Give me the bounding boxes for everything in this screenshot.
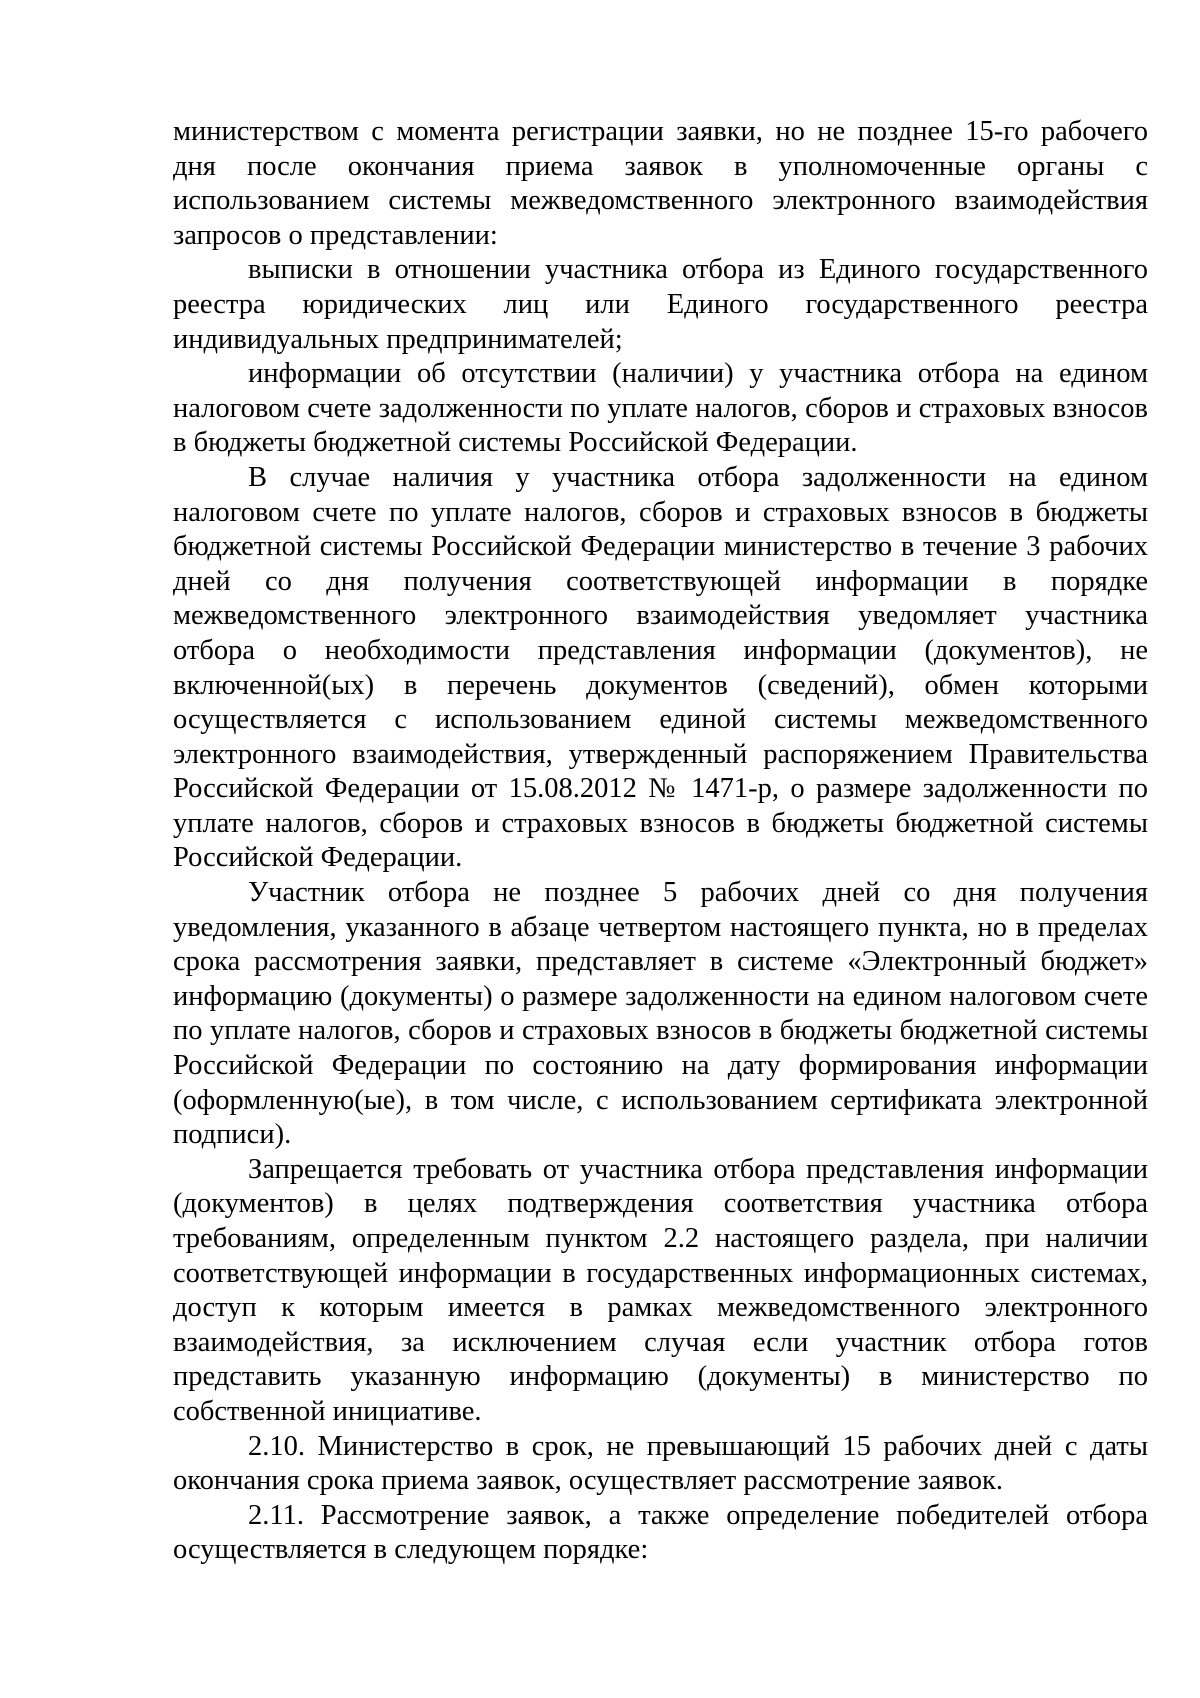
paragraph-clause-2-10: 2.10. Министерство в срок, не превышающий 15 рабочих дней с даты окончания срока приема заявок, осуществляет рассмотрение заявок. [173,1430,1148,1497]
paragraph-tax-debt-info: информации об отсутствии (наличии) у участника отбора на едином налоговом счете задолженности по уплате налогов, сборов и страховых взносов в бюджеты бюджетной системы Российской Федерации. [173,358,1148,459]
paragraph-participant-response: Участник отбора не позднее 5 рабочих дней со дня получения уведомления, указанного в абзаце четвертом настоящего пункта, но в пределах срока рассмотрения заявки, представляет в системе «Электронный бюджет» информацию (документы) о размере задолженности на едином налоговом счете по уплате налогов, сборов и страховых взносов в бюджеты бюджетной системы Российской Федерации по состоянию на дату формирования информации (оформленную(ые), в том числе, с использованием сертификата электронной подписи). [173,877,1148,1151]
paragraph-continuation: министерством с момента регистрации заявки, но не позднее 15-го рабочего дня после окончания приема заявок в уполномоченные органы с использованием системы межведомственного электронного взаимодействия запросов о представлении: [173,116,1148,251]
paragraph-prohibition: Запрещается требовать от участника отбора представления информации (документов) в целях подтверждения соответствия участника отбора требованиям, определенным пунктом 2.2 настоящего раздела, при наличии соответствующей информации в государственных информационных системах, доступ к которым имеется в рамках межведомственного электронного взаимодействия, за исключением случая если участник отбора готов представить указанную информацию (документы) в министерство по собственной инициативе. [173,1153,1148,1427]
paragraph-debt-notification: В случае наличия у участника отбора задолженности на едином налоговом счете по уплате налогов, сборов и страховых взносов в бюджеты бюджетной системы Российской Федерации министерство в течение 3 рабочих дней со дня получения соответствующей информации в порядке межведомственного электронного взаимодействия уведомляет участника отбора о необходимости представления информации (документов), не включенной(ых) в перечень документов (сведений), обмен которыми осуществляется с использованием единой системы межведомственного электронного взаимодействия, утвержденный распоряжением Правительства Российской Федерации от 15.08.2012 № 1471-р, о размере задолженности по уплате налогов, сборов и страховых взносов в бюджеты бюджетной системы Российской Федерации. [173,461,1148,874]
document-page [173,115,1148,1568]
paragraph-egrul-extract: выписки в отношении участника отбора из Единого государственного реестра юридических лиц или Единого государственного реестра индивидуальных предпринимателей; [173,254,1148,355]
paragraph-clause-2-11: 2.11. Рассмотрение заявок, а также определение победителей отбора осуществляется в следующем порядке: [173,1499,1148,1566]
